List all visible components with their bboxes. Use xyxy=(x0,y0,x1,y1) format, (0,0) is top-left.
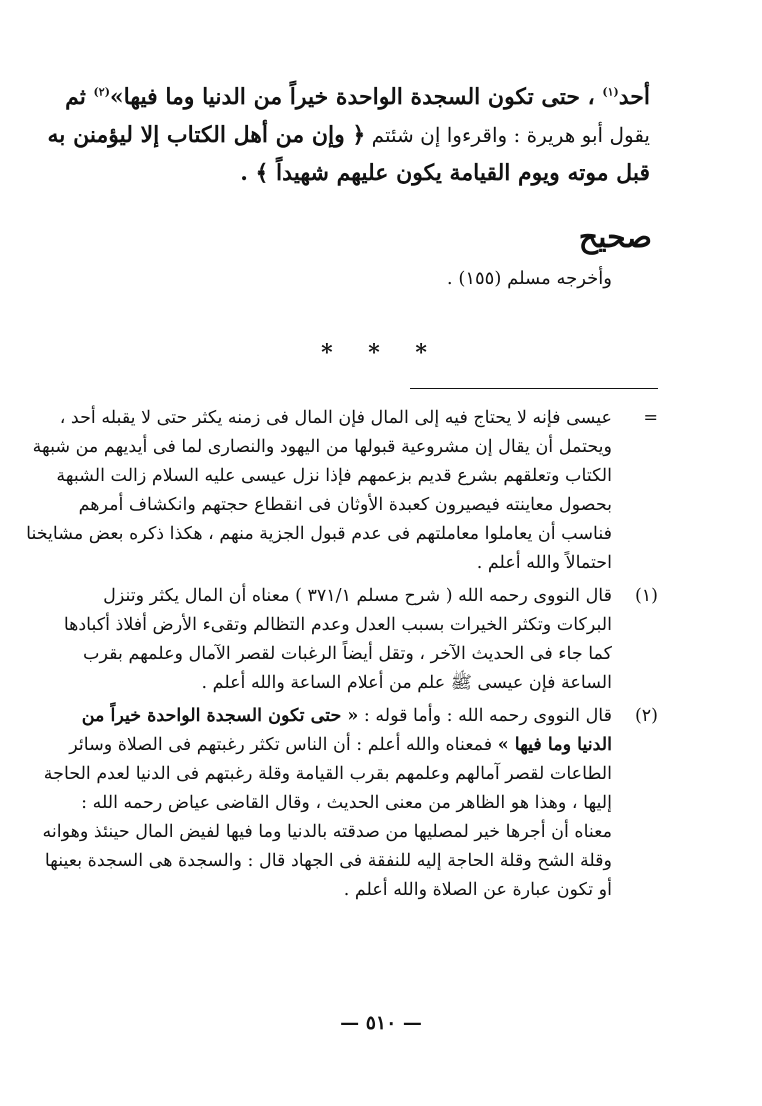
footnote-ref-2: (٢) xyxy=(93,85,110,99)
footnote-line: عيسى فإنه لا يحتاج فيه إلى المال فإن المال فى زمنه يكثر حتى لا يقبله أحد ، xyxy=(59,408,612,428)
footnote-line: الطاعات لقصر آمالهم وعلمهم بقرب القيامة وقلة رغبتهم فى الدنيا لعدم الحاجة xyxy=(43,764,612,784)
hadith-text xyxy=(47,78,650,192)
hadith-line-2 xyxy=(47,116,650,154)
continuation-marker: = xyxy=(643,408,658,428)
footnote-line: الساعة فإن عيسى ﷺ علم من أعلام الساعة والله أعلم . xyxy=(201,673,612,693)
footnote-ref-1: (١) xyxy=(602,85,619,99)
footnote-line: أو تكون عبارة عن الصلاة والله أعلم . xyxy=(343,880,612,900)
hadith-line-3: قبل موته ويوم القيامة يكون عليهم شهيداً ﴾ . xyxy=(240,160,650,186)
section-separator: * * * xyxy=(321,340,441,366)
page-number: — ٥١٠ — xyxy=(340,1012,422,1034)
footnote-2-quote-b: الدنيا وما فيها » xyxy=(497,735,612,755)
grade-label: صحيح xyxy=(578,220,652,255)
hadith-line-1b: ، حتى تكون السجدة الواحدة خيراً من الدنيا وما فيها» xyxy=(109,84,603,110)
footnote-continuation xyxy=(26,404,658,578)
footnote-2-marker: (٢) xyxy=(634,706,658,726)
footnotes xyxy=(26,404,658,905)
footnote-line: البركات وتكثر الخيرات بسبب العدل وعدم التظالم وتقىء الأرض أفلاذ أكبادها xyxy=(63,615,612,635)
footnote-line xyxy=(81,702,612,731)
footnote-line: الكتاب وتعلقهم بشرع قديم بزعمهم فإذا نزل عيسى عليه السلام زالت الشبهة xyxy=(56,466,612,486)
footnote-line xyxy=(69,731,612,760)
footnote-line: ويحتمل أن يقال إن مشروعية قبولها من اليهود والنصارى لما فى أيديهم من شبهة xyxy=(32,437,612,457)
footnote-line: كما جاء فى الحديث الآخر ، وتقل أيضاً الرغبات لقصر الآمال وعلمهم بقرب xyxy=(83,644,612,664)
footnote-rule xyxy=(410,388,658,389)
footnote-line: احتمالاً والله أعلم . xyxy=(476,553,612,573)
footnote-line: إليها ، وهذا هو الظاهر من معنى الحديث ، وقال القاضى عياض رحمه الله : xyxy=(81,793,612,813)
source-citation: وأخرجه مسلم (١٥٥) . xyxy=(446,268,612,289)
footnote-line: بحصول معاينته فيصيرون كعبدة الأوثان فى انقطاع حجتهم وانكشاف أمرهم xyxy=(78,495,612,515)
footnote-line: وقلة الشح وقلة الحاجة إليه للنفقة فى الجهاد قال : والسجدة هى السجدة بعينها xyxy=(44,851,612,871)
hadith-line-2a: يقول أبو هريرة : واقرءوا إن شئتم xyxy=(365,123,650,147)
footnote-1 xyxy=(63,582,658,698)
footnote-2-quote-a: « حتى تكون السجدة الواحدة خيراً من xyxy=(81,706,359,726)
footnote-line: معناه أن أجرها خير لمصليها من صدقته بالدنيا وما فيها لفيض المال حينئذ وهوانه xyxy=(42,822,612,842)
hadith-line-1 xyxy=(65,78,650,116)
hadith-line-1c: ثم xyxy=(65,84,94,110)
footnote-1-marker: (١) xyxy=(634,586,658,606)
quran-verse: ﴿ وإن من أهل الكتاب إلا ليؤمنن به xyxy=(47,122,366,148)
footnote-line: قال النووى رحمه الله ( شرح مسلم ٣٧١/١ ) معناه أن المال يكثر وتنزل xyxy=(103,586,612,606)
footnote-line: فناسب أن يعاملوا معاملتهم فى عدم قبول الجزية منهم ، هكذا ذكره بعض مشايخنا xyxy=(26,524,612,544)
hadith-line-1a: أحد xyxy=(618,84,650,110)
footnote-2-line-2b: فمعناه والله أعلم : أن الناس تكثر رغبتهم فى الصلاة وسائر xyxy=(69,735,498,755)
footnote-2 xyxy=(42,702,658,905)
footnote-2-line-1a: قال النووى رحمه الله : وأما قوله : xyxy=(358,706,612,726)
